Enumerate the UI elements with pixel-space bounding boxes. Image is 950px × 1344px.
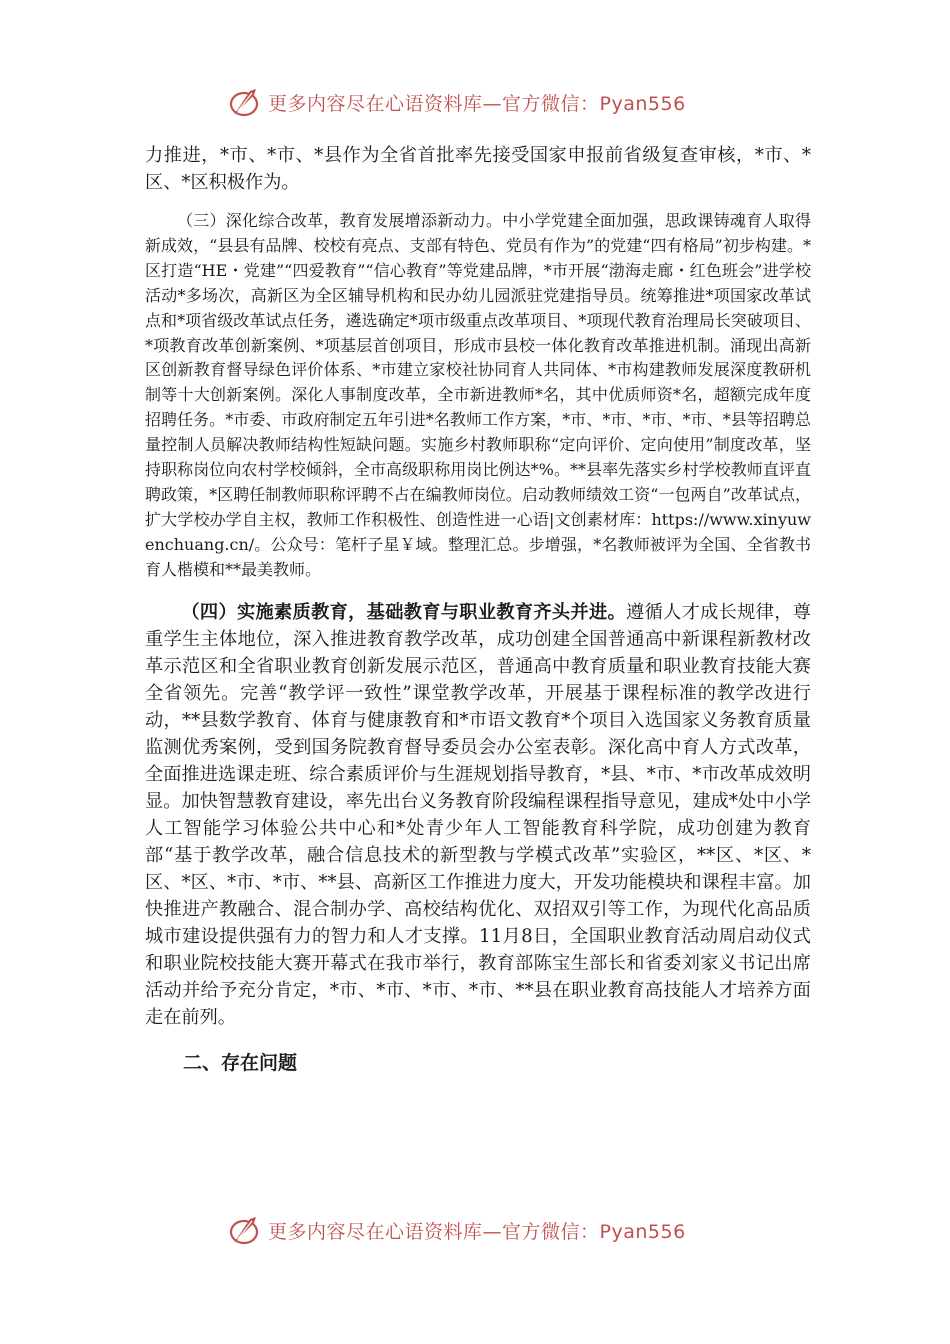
paragraph-quality-education-title: （四）实施素质教育，基础教育与职业教育齐头并进。 (181, 601, 627, 623)
quill-pen-logo-icon (228, 85, 262, 119)
document-body (145, 142, 811, 1077)
header-banner-text: 更多内容尽在心语资料库—官方微信：Pyan556 (268, 92, 686, 115)
paragraph-continuation: 力推进，*市、*市、*县作为全省首批率先接受国家申报前省级复查审核，*市、*区、*区积极作为。 (145, 145, 811, 193)
quill-pen-logo-icon (228, 1213, 262, 1247)
footer-banner (228, 1210, 686, 1250)
header-banner (228, 82, 686, 122)
paragraph-quality-education (145, 599, 811, 1031)
section-heading-problems: 二、存在问题 (183, 1051, 298, 1074)
paragraph-comprehensive-reform: （三）深化综合改革，教育发展增添新动力。中小学党建全面加强，思政课铸魂育人取得新成效，“县县有品牌、校校有亮点、支部有特色、党员有作为”的党建“四有格局”初步构建。*区打造“HE・党建”“四爱教育”“信心教育”等党建品牌，*市开展“渤海走廊・红色班会”进学校活动*多场次，高新区为全区辅导机构和民办幼儿园派驻党建指导员。统筹推进*项国家改革试点和*项省级改革试点任务，遴选确定*项市级重点改革项目、*项现代教育治理局长突破项目、*项教育改革创新案例、*项基层首创项目，形成市县校一体化教育改革推进机制。涌现出高新区创新教育督导绿色评价体系、*市建立家校社协同育人共同体、*市构建教师发展深度教研机制等十大创新案例。深化人事制度改革，全市新进教师*名，其中优质师资*名，超额完成年度招聘任务。*市委、市政府制定五年引进*名教师工作方案，*市、*市、*市、*市、*县等招聘总量控制人员解决教师结构性短缺问题。实施乡村教师职称“定向评价、定向使用”制度改革，坚持职称岗位向农村学校倾斜，全市高级职称用岗比例达*%。**县率先落实乡村学校教师直评直聘政策，*区聘任制教师职称评聘不占在编教师岗位。启动教师绩效工资“一包两自”改革试点，扩大学校办学自主权，教师工作积极性、创造性进一心语|文创素材库：https://www.xinyuwenchuang.cn/。公众号：笔杆子星￥域。整理汇总。步增强，*名教师被评为全国、全省教书育人楷模和**最美教师。 (145, 211, 811, 579)
paragraph-quality-education-text: 遵循人才成长规律，尊重学生主体地位，深入推进教育教学改革，成功创建全国普通高中新课程新教材改革示范区和全省职业教育创新发展示范区，普通高中教育质量和职业教育技能大赛全省领先。完善“教学评一致性”课堂教学改革，开展基于课程标准的教学改进行动，**县数学教育、体育与健康教育和*市语文教育*个项目入选国家义务教育质量监测优秀案例，受到国务院教育督导委员会办公室表彰。深化高中育人方式改革，全面推进选课走班、综合素质评价与生涯规划指导教育，*县、*市、*市改革成效明显。加快智慧教育建设，率先出台义务教育阶段编程课程指导意见，建成*处中小学人工智能学习体验公共中心和*处青少年人工智能教育科学院，成功创建为教育部“基于教学改革，融合信息技术的新型教与学模式改革”实验区，**区、*区、*区、*区、*市、*市、**县、高新区工作推进力度大，开发功能模块和课程丰富。加快推进产教融合、混合制办学、高校结构优化、双招双引等工作，为现代化高品质城市建设提供强有力的智力和人才支撑。11月8日，全国职业教育活动周启动仪式和职业院校技能大赛开幕式在我市举行，教育部陈宝生部长和省委刘家义书记出席活动并给予充分肯定，*市、*市、*市、*市、**县在职业教育高技能人才培养方面走在前列。 (145, 601, 811, 1028)
footer-banner-text: 更多内容尽在心语资料库—官方微信：Pyan556 (268, 1220, 686, 1243)
